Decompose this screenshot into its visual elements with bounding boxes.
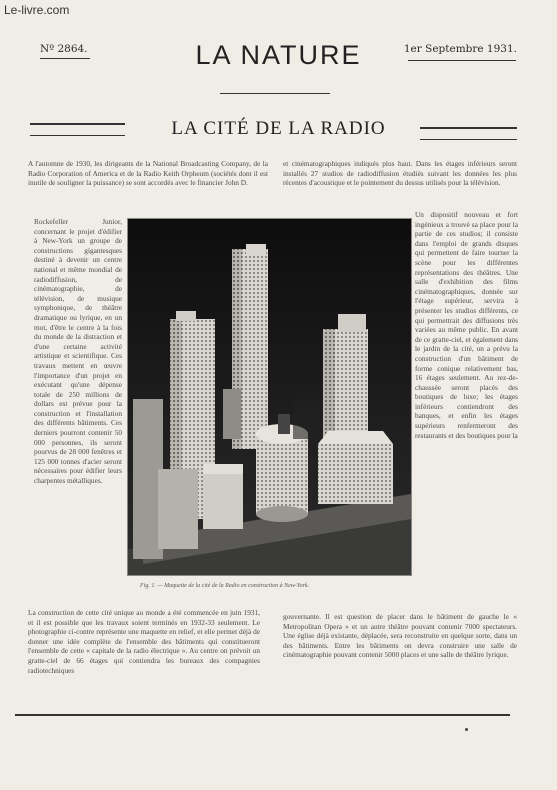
photo-caption: Fig. 1. — Maquette de la cité de la Radio en construction à New-York. bbox=[140, 583, 310, 589]
date-underline bbox=[408, 60, 516, 61]
skyscraper-model-illustration bbox=[128, 219, 411, 575]
right-column-text: Un dispositif nouveau et fort ingénieux a trouvé sa place pour la partie de ces studios; il consiste dans l'emploi de grands disques qui permettent de faire tourner la scène pour les différentes représentations des théâtres. Une salle d'exhibition des films cinématographiques, donnée sur l'étage supérieur, servira à présenter les studios différents, ce qui permettrait des diffusions très variées au même public. En avant de ce gratte-ciel, et également dans le jardin de la cité, on a prévu la construction d'un bâtiment de forme conique relativement bas, 16 étages seulement. Au rez-de-chaussée seront placés des boutiques de luxe; les étages inférieurs contiendront des banques, et enfin les étages supérieurs renfermeront des restaurants et des boutiques pour la bbox=[415, 210, 518, 440]
bottom-dot bbox=[465, 728, 468, 731]
right-column-top: et cinématographiques indiqués plus haut. Dans les étages inférieurs seront installés 27 studios de radiodiffusion étudiés suivant les données les plus récentes d'acoustique et le pointement du dessus utilisés pour la télévision. bbox=[283, 159, 517, 188]
intro-paragraph: A l'automne de 1930, les dirigeants de la National Broadcasting Company, de la Radio Corporation of America et de la Radio Keith Orpheum (sociétés dont il est inutile de souligner la puissance) se sont accordés avec le financier John D. bbox=[28, 159, 268, 188]
issue-date: 1er Septembre 1931. bbox=[403, 43, 517, 55]
city-model-photo bbox=[127, 218, 412, 576]
bottom-rule bbox=[15, 714, 510, 716]
issue-number: Nº 2864. bbox=[40, 43, 88, 55]
left-column-text: Rockefeller Junior, concernant le projet d'édifier à New-York un groupe de constructions gigantesques destiné à devenir un centre national et même mondial de radiodiffusion, de cinématographie, de télévision, de musique symphonique, de théâtre dramatique ou lyrique, en un mot, d'être le centre à la fois du monde de la distraction et d'une certaine activité artistique et scientifique. Ces travaux mettent en œuvre l'importance d'un projet en exécutant qu'une dépense totale de 250 millions de dollars est prévue pour la construction et l'installation des différents bâtiments. Ces derniers pourront contenir 50 000 personnes, ils seront pourvus de 28 000 fenêtres et 125 000 tonnes d'acier seront nécessaires pour édifier leurs charpentes métalliques. bbox=[34, 217, 122, 486]
title-rule-right bbox=[420, 127, 517, 140]
masthead-rule bbox=[220, 93, 330, 94]
article-title: LA CITÉ DE LA RADIO bbox=[171, 118, 386, 139]
bottom-right-column: gouvernante. Il est question de placer dans le bâtiment de gauche le « Metropolitan Opera » et un autre théâtre pouvant contenir 7000 spectateurs. Une église déjà existante, déplacée, sera reconstruite en quelque sorte, dans un des bâtiments. Entre les bâtiments on devra construire une salle de cinématographie pouvant contenir 5000 places et une salle de théâtre lyrique. bbox=[283, 612, 517, 660]
bottom-left-column: La construction de cette cité unique au monde a été commencée en juin 1931, et il est possible que les travaux soient terminés en 1932-33 seulement. Le photographie ci-contre représente une maquette en relief, et elle permet déjà de donner une idée complète de l'ensemble des bâtiments qui constitueront l'ensemble de cette « capitale de la radio électrique ». Au centre on prévoit un gratte-ciel de 66 étages qui contiendra les bureaux des compagnies radiotechniques bbox=[28, 608, 260, 675]
magazine-masthead: LA NATURE bbox=[195, 40, 362, 70]
site-watermark: Le-livre.com bbox=[4, 3, 70, 17]
